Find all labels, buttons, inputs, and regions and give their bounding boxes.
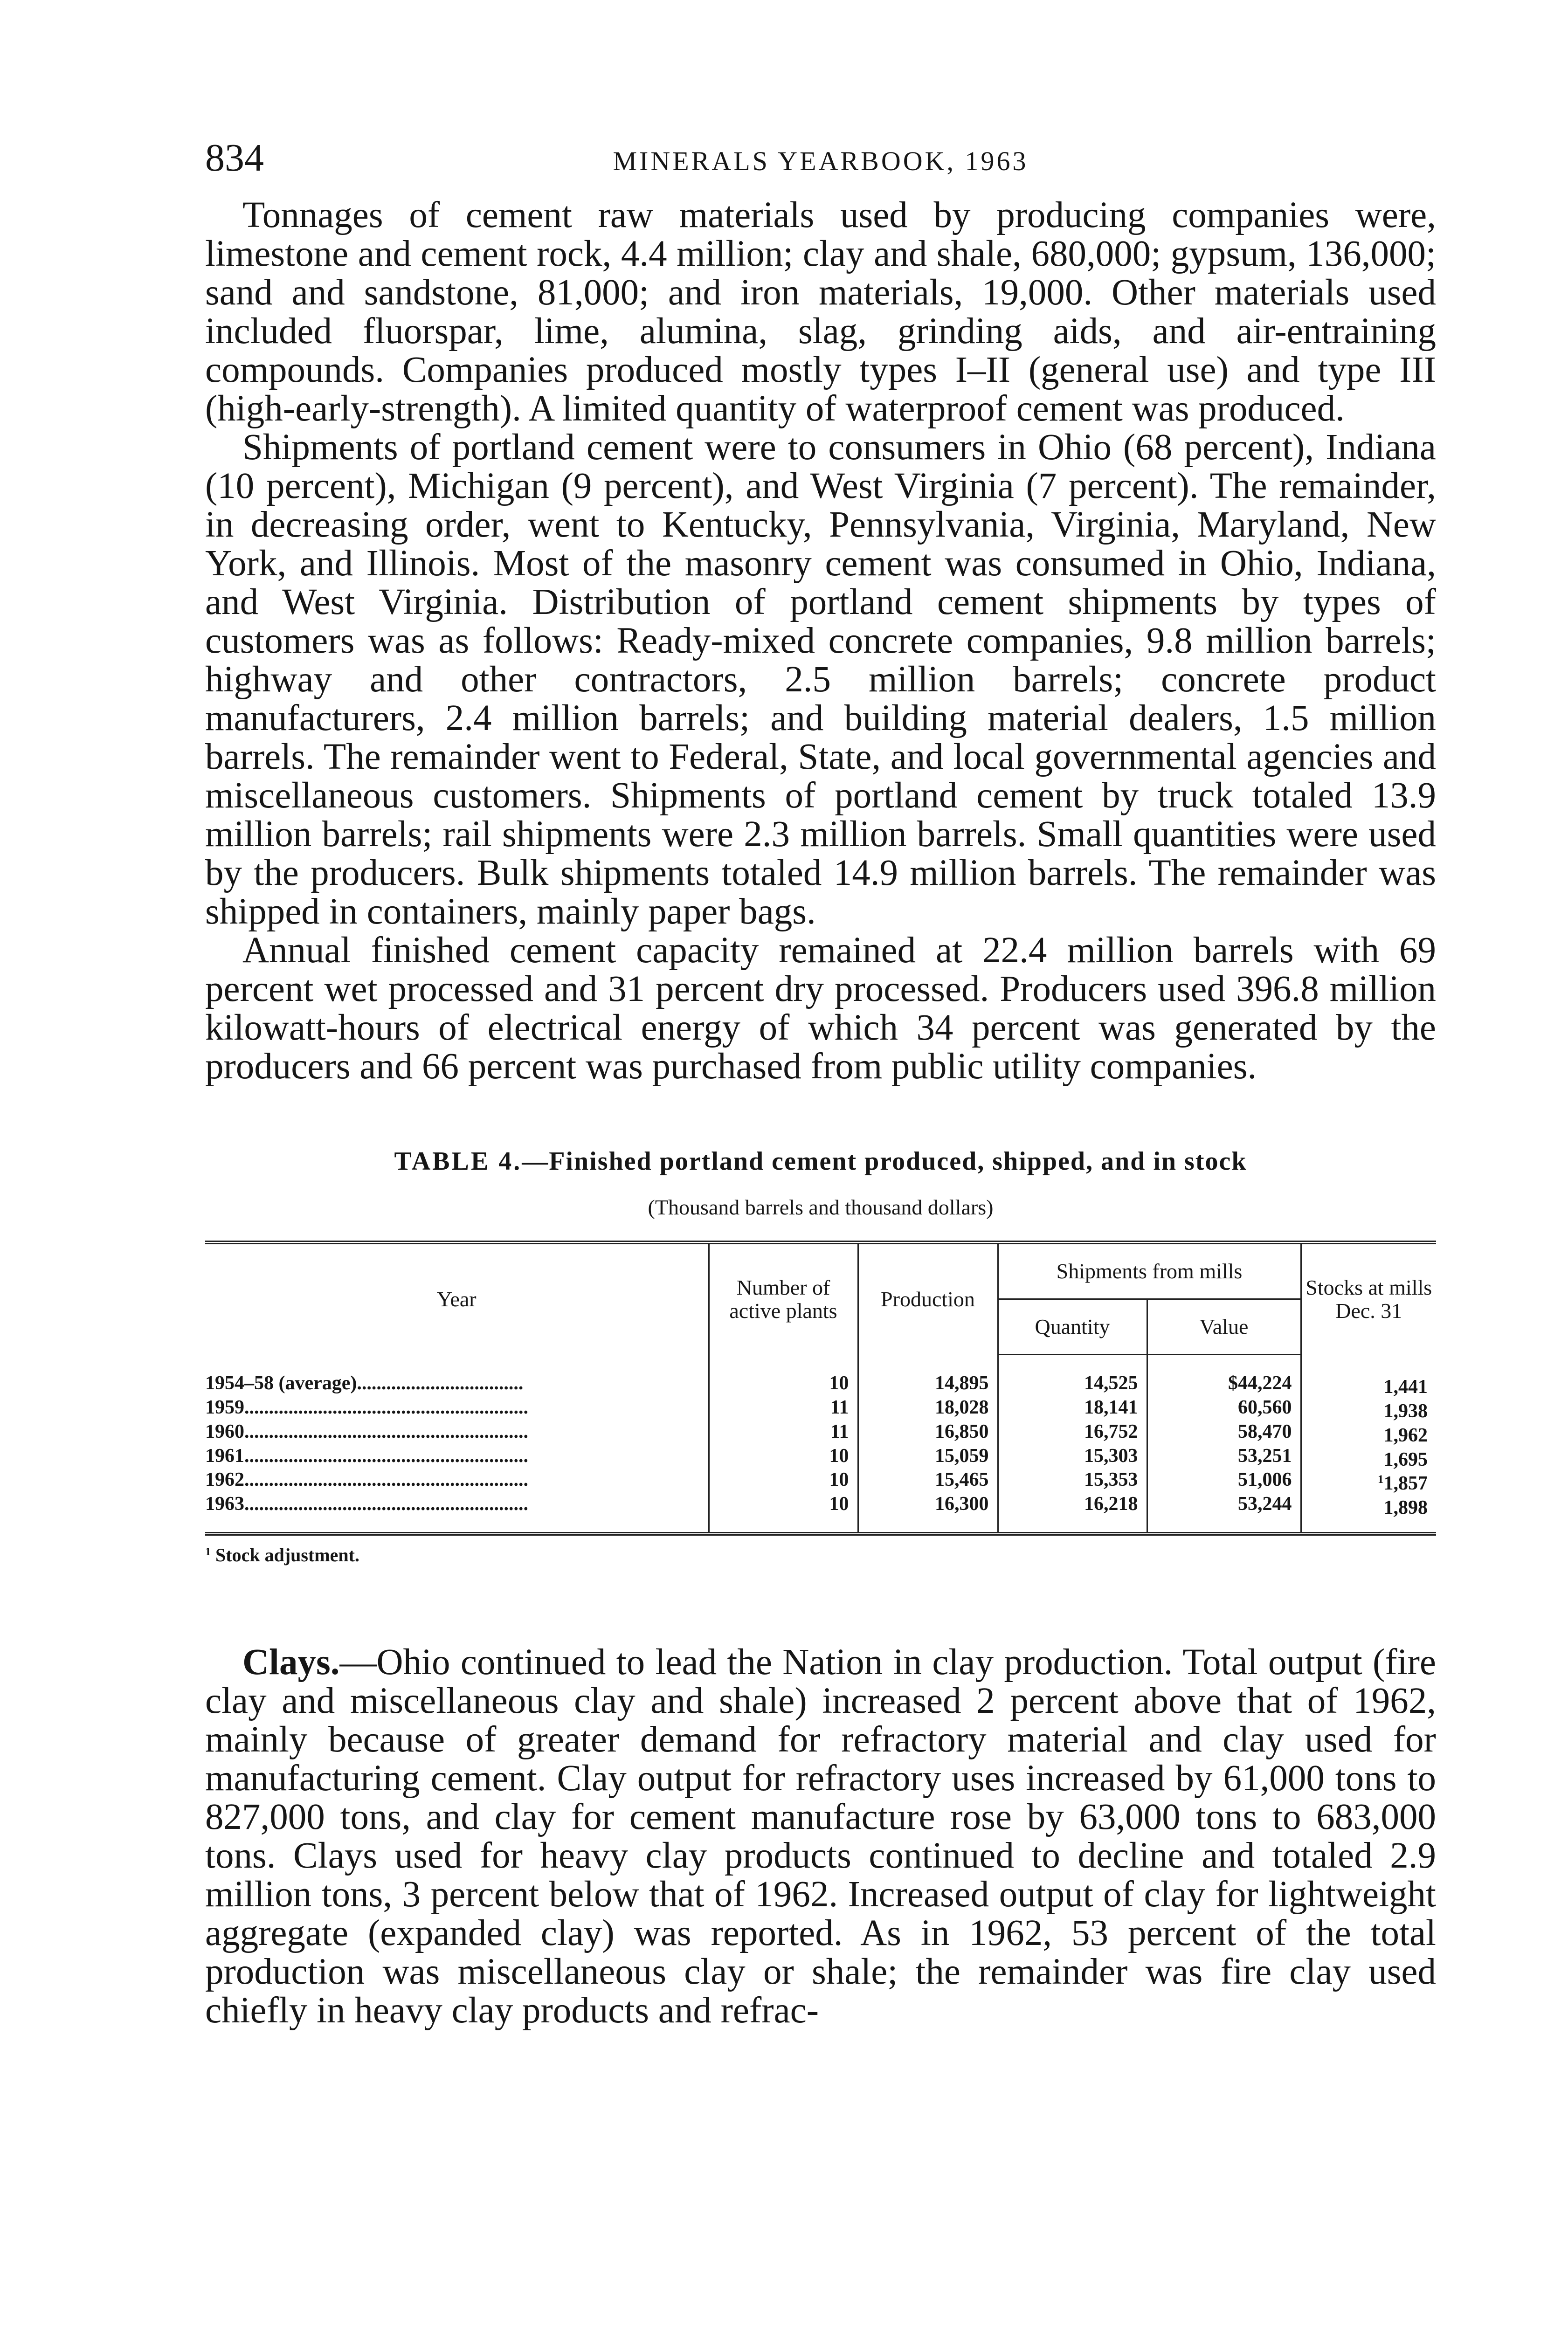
table-body <box>205 1355 1436 1534</box>
col-header-value: Value <box>1147 1299 1301 1355</box>
cell-value: 51,006 <box>1147 1469 1301 1494</box>
cell-value: 53,251 <box>1147 1446 1301 1470</box>
cell-quantity: 18,141 <box>998 1397 1147 1421</box>
cell-stocks: 1,695 <box>1301 1446 1436 1470</box>
page <box>205 135 1436 2030</box>
cell-plants: 10 <box>709 1446 858 1470</box>
cell-plants: 10 <box>709 1373 858 1397</box>
col-header-plants: Number of active plants <box>709 1242 858 1355</box>
clays-section <box>205 1643 1436 2030</box>
col-header-quantity: Quantity <box>998 1299 1147 1355</box>
cell-plants: 10 <box>709 1494 858 1518</box>
cell-year: 1961.......................................................... <box>205 1445 528 1467</box>
cell-value: 58,470 <box>1147 1421 1301 1446</box>
body-text <box>205 196 1436 1086</box>
cell-production: 14,895 <box>858 1373 998 1397</box>
table-title <box>205 1146 1436 1176</box>
cell-production: 16,300 <box>858 1494 998 1518</box>
footnote-text: Stock adjustment. <box>215 1545 359 1566</box>
cell-production: 15,465 <box>858 1469 998 1494</box>
paragraph-clays <box>205 1643 1436 2030</box>
cell-quantity: 15,303 <box>998 1446 1147 1470</box>
cell-quantity: 14,525 <box>998 1373 1147 1397</box>
cell-stocks: 1,938 <box>1301 1397 1436 1421</box>
running-head <box>205 135 1436 196</box>
data-table <box>205 1241 1436 1536</box>
clays-text: —Ohio continued to lead the Nation in clay production. Total output (fire clay and miscellaneous clay and shale) increased 2 percent above that of 1962, mainly because of greater demand for refractory material and clay used for manufacturing cement. Clay output for refractory uses increased by 61,000 tons to 827,000 tons, and clay for cement manufacture rose by 63,000 tons to 683,000 tons. Clays used for heavy clay products continued to decline and totaled 2.9 million tons, 3 percent below that of 1962. Increased output of clay for lightweight aggregate (expanded clay) was reported. As in 1962, 53 percent of the total production was miscellaneous clay or shale; the remainder was fire clay used chiefly in heavy clay products and refrac- <box>205 1642 1436 2031</box>
clays-heading: Clays. <box>242 1642 340 1683</box>
table-subtitle: (Thousand barrels and thousand dollars) <box>648 1195 994 1219</box>
paragraph-raw-materials: Tonnages of cement raw materials used by producing companies were, limestone and cement rock, 4.4 million; clay and shale, 680,000; gypsum, 136,000; sand and sandstone, 81,000; and iron materials, 19,000. Other materials used included fluorspar, lime, alumina, slag, grinding aids, and air-entraining compounds. Companies produced mostly types I–II (general use) and type III (high-early-strength). A limited quantity of waterproof cement was produced. <box>205 195 1436 429</box>
running-title: MINERALS YEARBOOK, 1963 <box>613 146 1029 176</box>
table-footnote <box>205 1544 1436 1566</box>
cell-quantity: 16,218 <box>998 1494 1147 1518</box>
footnote-ref: 1 <box>1377 1473 1384 1486</box>
col-header-year: Year <box>205 1242 709 1355</box>
cell-plants: 10 <box>709 1469 858 1494</box>
cell-year: 1959.......................................................... <box>205 1396 528 1418</box>
cell-stocks: 1,962 <box>1301 1421 1436 1446</box>
col-header-production: Production <box>858 1242 998 1355</box>
table-label: TABLE 4. <box>394 1147 522 1176</box>
cell-production: 16,850 <box>858 1421 998 1446</box>
table-row <box>205 1446 1436 1470</box>
table-row <box>205 1397 1436 1421</box>
table-4 <box>205 1146 1436 1566</box>
cell-year: 1960.......................................................... <box>205 1421 528 1442</box>
cell-stocks: 1,441 <box>1301 1373 1436 1397</box>
cell-quantity: 16,752 <box>998 1421 1147 1446</box>
cell-value: 60,560 <box>1147 1397 1301 1421</box>
table-title-text: —Finished portland cement produced, shipped, and in stock <box>522 1147 1247 1176</box>
paragraph-capacity: Annual finished cement capacity remained at 22.4 million barrels with 69 percent wet processed and 31 percent dry processed. Producers used 396.8 million kilowatt-hours of electrical energy of which 34 percent was generated by the producers and 66 percent was purchased from public utility companies. <box>205 930 1436 1087</box>
cell-plants: 11 <box>709 1397 858 1421</box>
page-number: 834 <box>205 136 264 179</box>
cell-stocks: $^1$1,857 <box>1301 1469 1436 1494</box>
footnote-mark: 1 <box>205 1545 211 1558</box>
table-row <box>205 1373 1436 1397</box>
paragraph-shipments: Shipments of portland cement were to consumers in Ohio (68 percent), Indiana (10 percent), Michigan (9 percent), and West Virginia (7 percent). The remainder, in decreasing order, went to Kentucky, Pennsylvania, Virginia, Maryland, New York, and Illinois. Most of the masonry cement was consumed in Ohio, Indiana, and West Virginia. Distribution of portland cement shipments by types of customers was as follows: Ready-mixed concrete companies, 9.8 million barrels; highway and other contractors, 2.5 million barrels; concrete product manufacturers, 2.4 million barrels; and building material dealers, 1.5 million barrels. The remainder went to Federal, State, and local governmental agencies and miscellaneous customers. Shipments of portland cement by truck totaled 13.9 million barrels; rail shipments were 2.3 million barrels. Small quantities were used by the producers. Bulk shipments totaled 14.9 million barrels. The remainder was shipped in containers, mainly paper bags. <box>205 427 1436 932</box>
col-header-stocks: Stocks at mills Dec. 31 <box>1301 1242 1436 1355</box>
cell-value: $44,224 <box>1147 1373 1301 1397</box>
cell-production: 15,059 <box>858 1446 998 1470</box>
cell-year: 1954–58 (average).................................. <box>205 1372 524 1394</box>
cell-plants: 11 <box>709 1421 858 1446</box>
cell-year: 1963.......................................................... <box>205 1493 528 1515</box>
cell-value: 53,244 <box>1147 1494 1301 1518</box>
cell-year: 1962.......................................................... <box>205 1469 528 1491</box>
table-row <box>205 1494 1436 1518</box>
table-row <box>205 1421 1436 1446</box>
cell-production: 18,028 <box>858 1397 998 1421</box>
table-row <box>205 1469 1436 1494</box>
cell-stocks: 1,898 <box>1301 1494 1436 1518</box>
col-header-shipments: Shipments from mills <box>998 1242 1301 1299</box>
cell-quantity: 15,353 <box>998 1469 1147 1494</box>
